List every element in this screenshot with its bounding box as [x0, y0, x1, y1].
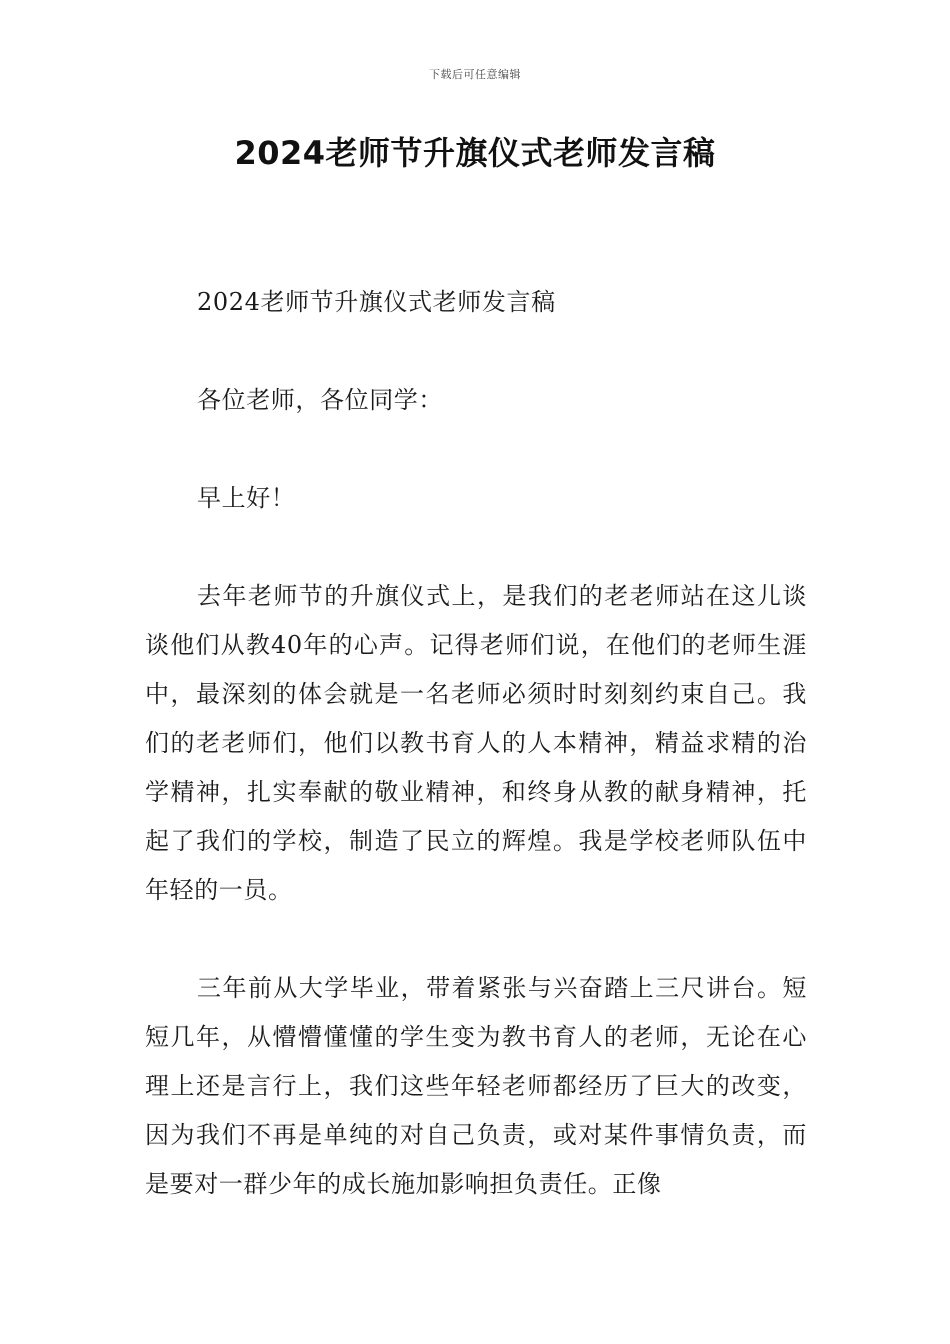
paragraph-greeting: 早上好！ [197, 484, 296, 512]
header-note: 下载后可任意编辑 [429, 68, 521, 81]
paragraph-body: 去年老师节的升旗仪式上，是我们的老老师站在这儿谈谈他们从教40年的心声。记得老师们说，在他们的老师生涯中，最深刻的体会就是一名老师必须时时刻刻约束自己。我们的老老师们，他们以教书育人的人本精神，精益求精的治学精神，扎实奉献的敬业精神，和终身从教的献身精神，托起了我们的学校，制造了民立的辉煌。我是学校老师队伍中年轻的一员。 [145, 582, 807, 904]
paragraph-salutation: 各位老师，各位同学： [197, 386, 443, 414]
document-body [145, 278, 807, 1209]
paragraph-subtitle: 2024老师节升旗仪式老师发言稿 [197, 288, 556, 316]
document-title: 2024老师节升旗仪式老师发言稿 [234, 134, 716, 172]
paragraph-body: 三年前从大学毕业，带着紧张与兴奋踏上三尺讲台。短短几年，从懵懵懂懂的学生变为教书育人的老师，无论在心理上还是言行上，我们这些年轻老师都经历了巨大的改变，因为我们不再是单纯的对自己负责，或对某件事情负责，而是要对一群少年的成长施加影响担负责任。正像 [145, 974, 807, 1198]
